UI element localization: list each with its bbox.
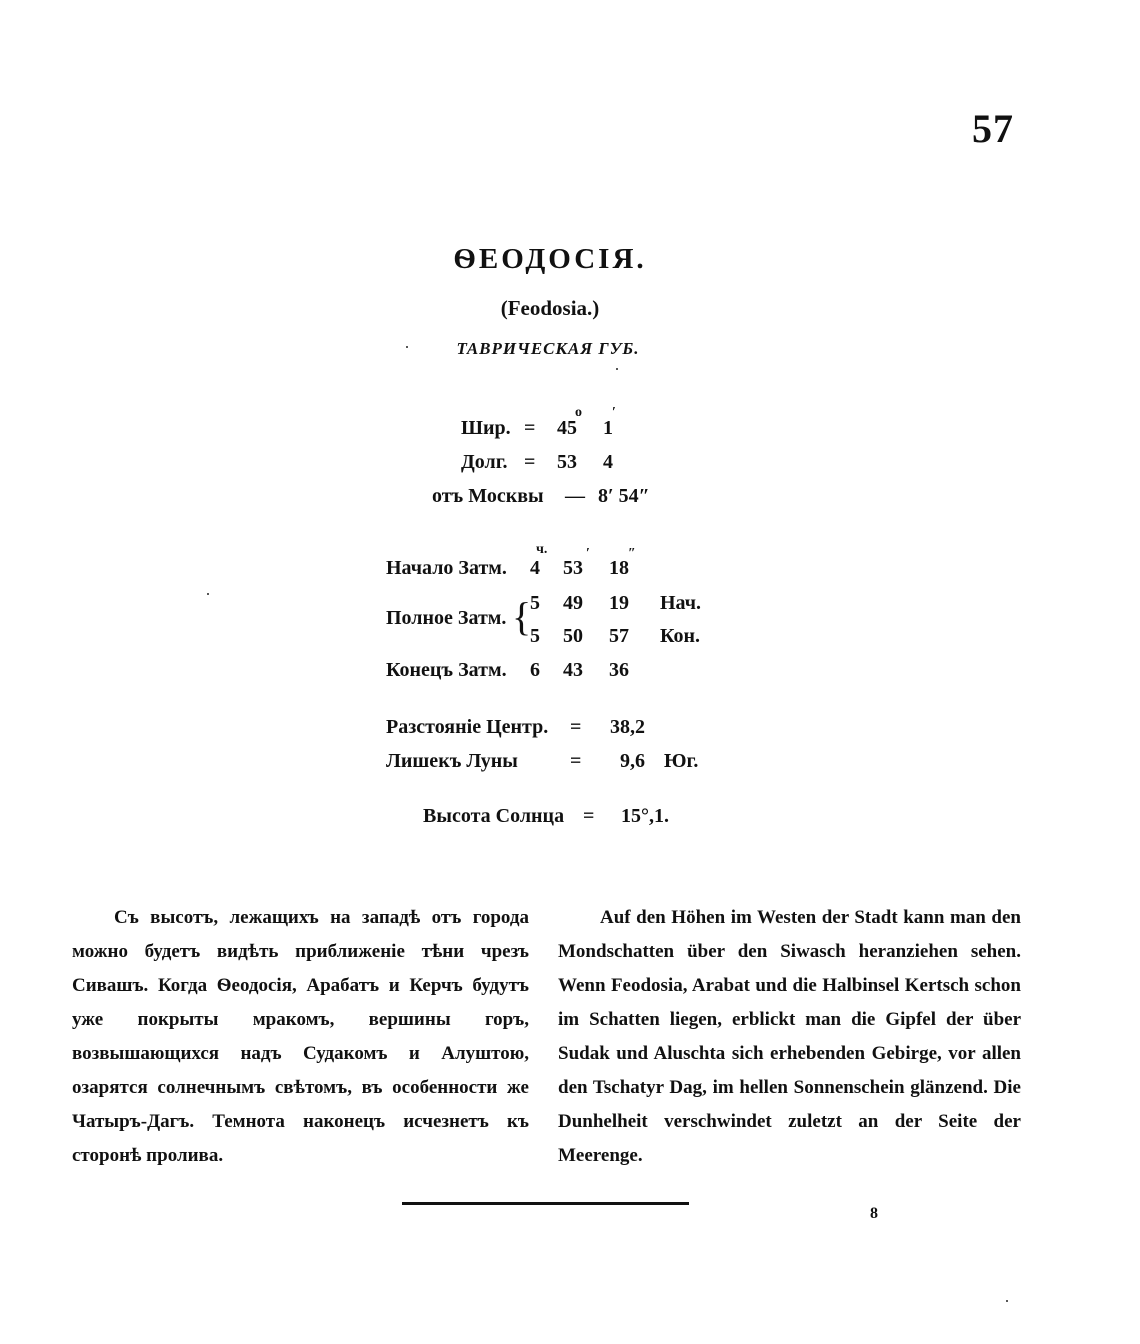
moon-excess-label: Лишекъ Луны [386,750,518,772]
scan-speck [616,368,618,370]
moon-excess-direction: Юг. [664,750,699,772]
scan-speck [406,346,408,348]
center-distance-value: 38,2 [610,716,645,738]
eclipse-start-label: Начало Затм. [386,557,507,579]
sun-altitude-label: Высота Солнца [423,805,565,827]
total-eclipse-label: Полное Затм. [386,607,507,629]
eclipse-start-hours: 4 [530,557,540,579]
from-moscow-label: отъ Москвы [432,485,544,507]
latitude-minutes: 1 [603,417,613,439]
longitude-minutes: 4 [603,451,613,473]
russian-paragraph: Съ высотъ, лежащихъ на западѣ отъ города можно будетъ видѣть приближеніе тѣни чрезъ Сивашъ. Когда Ѳеодосія, Арабатъ и Керчъ будутъ уже покрыты мракомъ, вершины горъ, возвышающихся надъ Судакомъ и Алуштою, озарятся солнечнымъ свѣтомъ, въ особенности же Чатыръ-Дагъ. Темнота наконецъ исчезнетъ къ сторонѣ пролива. [72,907,529,1166]
longitude-degrees: 53 [557,451,577,473]
page-title: ѲЕОДОСІЯ. [453,243,647,275]
sun-altitude-equals: = [583,805,595,827]
longitude-label: Долг. [461,451,508,473]
province-label: ТАВРИЧЕСКАЯ ГУБ. [456,339,640,358]
latitude-equals: = [524,417,536,439]
total-end-tag: Кон. [660,625,701,647]
eclipse-end-label: Конецъ Затм. [386,659,507,681]
from-moscow-sign: — [565,485,585,507]
page-number: 57 [972,106,1014,151]
german-paragraph: Auf den Höhen im Westen der Stadt kann man den Mondschatten über den Siwasch heranziehen sehen. Wenn Feodosia, Arabat und die Halbinsel Kertsch schon im Schatten liegen, erblickt man die Gipfel der über Sudak und Aluschta sich erhebenden Gebirge, vor allen den Tschatyr Dag, im hellen Sonnenschein glänzend. Die Dunhelheit verschwindet zuletzt an der Seite der Meerenge. [558,907,1021,1166]
latitude-label: Шир. [461,417,511,439]
total-end-minutes: 50 [563,625,583,647]
eclipse-end-hours: 6 [530,659,540,681]
longitude-equals: = [524,451,536,473]
signature-mark: 8 [870,1205,878,1222]
total-end-hours: 5 [530,625,540,647]
moon-excess-value: 9,6 [620,750,645,772]
minute-mark: ′ [612,405,616,420]
scan-speck [1006,1300,1008,1302]
scan-speck [207,593,209,595]
page-subtitle: (Feodosia.) [500,296,600,320]
center-distance-equals: = [570,716,582,738]
eclipse-minute-mark: ′ [586,546,590,561]
degree-mark: o [575,405,582,420]
total-eclipse-brace: { [512,594,532,639]
total-end-seconds: 57 [609,625,629,647]
total-start-minutes: 49 [563,592,583,614]
total-start-tag: Нач. [660,592,702,614]
total-start-seconds: 19 [609,592,629,614]
eclipse-end-minutes: 43 [563,659,583,681]
moon-excess-equals: = [570,750,582,772]
hour-mark: ч. [536,542,548,557]
eclipse-start-seconds: 18 [609,557,629,579]
total-start-hours: 5 [530,592,540,614]
sun-altitude-value: 15°,1. [621,805,669,827]
from-moscow-value: 8′ 54″ [598,485,650,507]
center-distance-label: Разстояніе Центр. [386,716,549,738]
footer-rule [402,1202,689,1205]
latitude-degrees: 45 [557,417,577,439]
eclipse-second-mark: ″ [628,546,636,561]
eclipse-start-minutes: 53 [563,557,583,579]
eclipse-end-seconds: 36 [609,659,629,681]
